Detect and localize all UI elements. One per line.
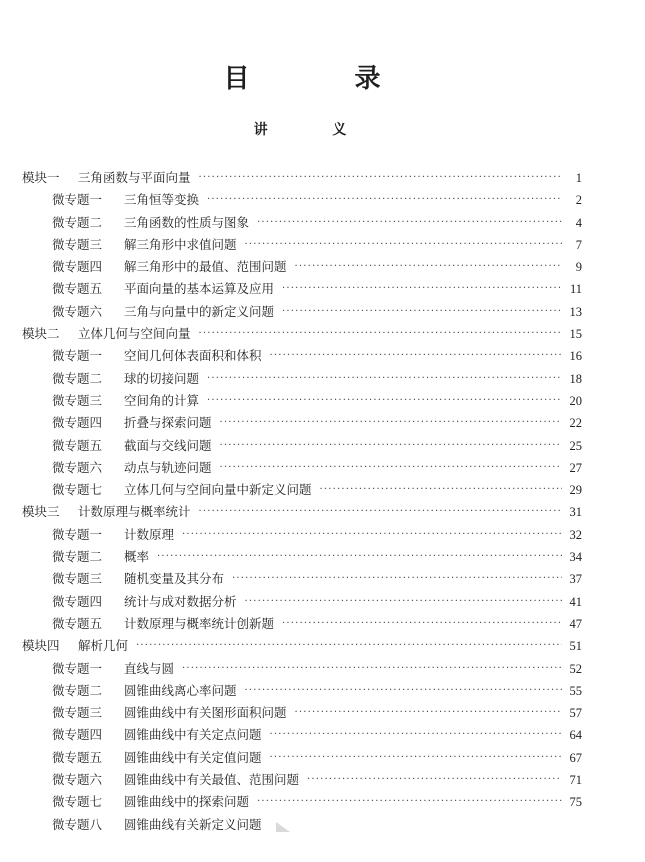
page-number: 13 — [569, 304, 582, 319]
page-number: 1 — [575, 171, 582, 185]
toc-subtopic-entry[interactable] — [22, 457, 582, 479]
entry-label — [52, 412, 212, 434]
entry-title: 圆锥曲线中有关最值、范围问题 — [124, 772, 300, 788]
leader-dots — [282, 278, 562, 300]
toc-subtopic-entry[interactable] — [22, 189, 582, 211]
entry-label — [52, 457, 212, 479]
entry-number: 微专题一 — [52, 660, 103, 676]
toc-subtopic-entry[interactable] — [22, 791, 582, 813]
page-number: 27 — [569, 460, 582, 475]
entry-label — [52, 791, 249, 813]
entry-label — [52, 390, 199, 412]
leader-dots — [245, 234, 562, 256]
entry-title: 解三角形中求值问题 — [124, 236, 237, 252]
page-number: 32 — [569, 527, 582, 542]
toc-subtopic-entry[interactable] — [22, 568, 582, 590]
entry-label — [52, 189, 199, 211]
entry-label — [22, 635, 128, 657]
leader-dots — [207, 368, 562, 390]
page-number: 51 — [569, 639, 582, 654]
entry-title: 解三角形中的最值、范围问题 — [124, 259, 287, 275]
entry-label — [52, 613, 274, 635]
toc-subtopic-entry[interactable] — [22, 390, 582, 412]
leader-dots — [282, 301, 562, 323]
entry-number: 模块二 — [22, 326, 60, 342]
entry-label — [52, 234, 237, 256]
toc-subtopic-entry[interactable] — [22, 658, 582, 680]
entry-number: 微专题五 — [52, 615, 103, 631]
leader-dots — [220, 435, 562, 457]
entry-number: 微专题五 — [52, 281, 103, 297]
entry-title: 圆锥曲线中有关定点问题 — [124, 727, 262, 743]
entry-label — [52, 747, 262, 769]
entry-label — [52, 568, 224, 590]
entry-label — [22, 323, 191, 345]
entry-number: 模块三 — [22, 504, 60, 520]
page-number: 25 — [569, 438, 582, 453]
entry-number: 微专题八 — [52, 816, 103, 832]
toc-subtopic-entry[interactable] — [22, 212, 582, 234]
leader-dots — [220, 457, 562, 479]
leader-dots — [295, 702, 562, 724]
toc-subtopic-entry[interactable] — [22, 301, 582, 323]
entry-label — [52, 546, 149, 568]
section-title: 讲 义 — [253, 122, 377, 138]
entry-number: 微专题三 — [52, 236, 103, 252]
page-number: 41 — [569, 594, 582, 609]
entry-number: 微专题六 — [52, 303, 103, 319]
entry-title: 计数原理与概率统计 — [78, 504, 191, 520]
toc-subtopic-entry[interactable] — [22, 278, 582, 300]
entry-label — [52, 524, 174, 546]
toc-subtopic-entry[interactable] — [22, 747, 582, 769]
entry-title: 概率 — [124, 549, 150, 565]
entry-title: 圆锥曲线中的探索问题 — [124, 794, 250, 810]
leader-dots — [199, 323, 562, 345]
page-number: 71 — [569, 773, 582, 788]
entry-number: 微专题三 — [52, 571, 103, 587]
entry-number: 微专题二 — [52, 682, 103, 698]
leader-dots — [270, 724, 562, 746]
entry-label — [52, 345, 262, 367]
page-number: 64 — [569, 728, 582, 743]
entry-title: 球的切接问题 — [124, 370, 200, 386]
entry-title: 统计与成对数据分析 — [124, 593, 237, 609]
toc-subtopic-entry[interactable] — [22, 702, 582, 724]
page-number: 22 — [569, 416, 582, 431]
leader-dots — [245, 680, 562, 702]
toc-subtopic-entry[interactable] — [22, 234, 582, 256]
entry-title: 随机变量及其分布 — [124, 571, 225, 587]
entry-number: 微专题三 — [52, 705, 103, 721]
entry-title: 平面向量的基本运算及应用 — [124, 281, 275, 297]
entry-number: 微专题一 — [52, 192, 103, 208]
entry-title: 计数原理 — [124, 526, 175, 542]
entry-title: 解析几何 — [78, 638, 129, 654]
table-of-contents — [22, 167, 582, 836]
entry-label — [52, 479, 312, 501]
entry-number: 微专题一 — [52, 526, 103, 542]
leader-dots — [257, 791, 562, 813]
entry-label — [52, 724, 262, 746]
page-number: 52 — [569, 661, 582, 676]
leader-dots — [182, 524, 562, 546]
entry-number: 微专题七 — [52, 794, 103, 810]
page-number: 20 — [569, 393, 582, 408]
entry-number: 微专题五 — [52, 437, 103, 453]
entry-number: 微专题三 — [52, 392, 103, 408]
entry-number: 微专题六 — [52, 459, 103, 475]
leader-dots — [157, 546, 562, 568]
toc-subtopic-entry[interactable] — [22, 546, 582, 568]
entry-label — [52, 658, 174, 680]
entry-number: 微专题二 — [52, 549, 103, 565]
leader-dots — [295, 256, 562, 278]
entry-title: 立体几何与空间向量 — [78, 326, 191, 342]
toc-subtopic-entry[interactable] — [22, 591, 582, 613]
entry-title: 动点与轨迹问题 — [124, 459, 212, 475]
leader-dots — [199, 167, 562, 189]
entry-label — [22, 167, 191, 189]
entry-title: 空间几何体表面积和体积 — [124, 348, 262, 364]
entry-label — [52, 301, 274, 323]
entry-label — [52, 278, 274, 300]
page-number: 31 — [569, 505, 582, 520]
entry-number: 模块四 — [22, 638, 60, 654]
page-number: 34 — [569, 550, 582, 565]
entry-title: 折叠与探索问题 — [124, 415, 212, 431]
entry-label — [52, 591, 237, 613]
entry-label — [52, 212, 249, 234]
entry-title: 三角与向量中的新定义问题 — [124, 303, 275, 319]
entry-label — [52, 702, 287, 724]
page-number: 15 — [569, 327, 582, 342]
toc-subtopic-entry[interactable] — [22, 613, 582, 635]
toc-subtopic-entry[interactable] — [22, 345, 582, 367]
entry-title: 直线与圆 — [124, 660, 175, 676]
leader-dots — [307, 769, 562, 791]
page-number: 2 — [575, 193, 582, 208]
toc-subtopic-entry[interactable] — [22, 769, 582, 791]
entry-label — [52, 769, 299, 791]
page-number: 9 — [575, 260, 582, 275]
page-number: 29 — [569, 483, 582, 498]
leader-dots — [136, 635, 562, 657]
entry-number: 微专题二 — [52, 214, 103, 230]
entry-label — [52, 814, 262, 836]
toc-module-entry[interactable] — [22, 501, 582, 523]
entry-title: 计数原理与概率统计创新题 — [124, 615, 275, 631]
entry-title: 圆锥曲线离心率问题 — [124, 682, 237, 698]
entry-number: 微专题四 — [52, 593, 103, 609]
entry-title: 三角恒等变换 — [124, 192, 200, 208]
page-number: 37 — [569, 572, 582, 587]
page-number: 7 — [575, 237, 582, 252]
page-number: 18 — [569, 371, 582, 386]
entry-title: 三角函数的性质与图象 — [124, 214, 250, 230]
toc-subtopic-entry[interactable] — [22, 368, 582, 390]
toc-subtopic-entry[interactable] — [22, 680, 582, 702]
entry-label — [52, 368, 199, 390]
leader-dots — [245, 591, 562, 613]
leader-dots — [182, 658, 562, 680]
entry-number: 微专题六 — [52, 772, 103, 788]
page-number: 75 — [569, 795, 582, 810]
toc-subtopic-entry[interactable] — [22, 524, 582, 546]
entry-number: 微专题五 — [52, 749, 103, 765]
entry-title: 空间角的计算 — [124, 392, 200, 408]
entry-number: 微专题一 — [52, 348, 103, 364]
toc-module-entry[interactable] — [22, 635, 582, 657]
page-title: 目 录 — [223, 64, 429, 94]
entry-number: 微专题七 — [52, 482, 103, 498]
entry-title: 圆锥曲线中有关图形面积问题 — [124, 705, 287, 721]
entry-label — [52, 256, 287, 278]
toc-subtopic-entry[interactable] — [22, 256, 582, 278]
entry-number: 模块一 — [22, 170, 60, 185]
page-number: 47 — [569, 616, 582, 631]
leader-dots — [207, 189, 562, 211]
entry-label — [22, 501, 191, 523]
page-number: 4 — [575, 215, 582, 230]
leader-dots — [232, 568, 562, 590]
leader-dots — [257, 212, 562, 234]
page-number: 11 — [569, 282, 582, 297]
entry-title: 圆锥曲线有关新定义问题 — [124, 816, 262, 832]
entry-title: 立体几何与空间向量中新定义问题 — [124, 482, 312, 498]
leader-dots — [199, 501, 562, 523]
leader-dots — [320, 479, 562, 501]
toc-module-entry[interactable] — [22, 323, 582, 345]
leader-dots — [282, 613, 562, 635]
toc-subtopic-entry[interactable] — [22, 724, 582, 746]
leader-dots — [220, 412, 562, 434]
entry-number: 微专题四 — [52, 415, 103, 431]
toc-subtopic-entry[interactable] — [22, 479, 582, 501]
page-number: 67 — [569, 750, 582, 765]
entry-number: 微专题二 — [52, 370, 103, 386]
toc-module-entry[interactable] — [22, 167, 582, 189]
entry-label — [52, 435, 212, 457]
leader-dots — [207, 390, 562, 412]
entry-title: 三角函数与平面向量 — [78, 170, 191, 185]
page-number: 57 — [569, 706, 582, 721]
entry-label — [52, 680, 237, 702]
entry-number: 微专题四 — [52, 727, 103, 743]
toc-subtopic-entry[interactable] — [22, 435, 582, 457]
page-number: 55 — [569, 683, 582, 698]
entry-title: 圆锥曲线中有关定值问题 — [124, 749, 262, 765]
leader-dots — [270, 747, 562, 769]
page-number: 16 — [569, 349, 582, 364]
entry-number: 微专题四 — [52, 259, 103, 275]
leader-dots — [270, 345, 562, 367]
toc-subtopic-entry[interactable] — [22, 412, 582, 434]
entry-title: 截面与交线问题 — [124, 437, 212, 453]
